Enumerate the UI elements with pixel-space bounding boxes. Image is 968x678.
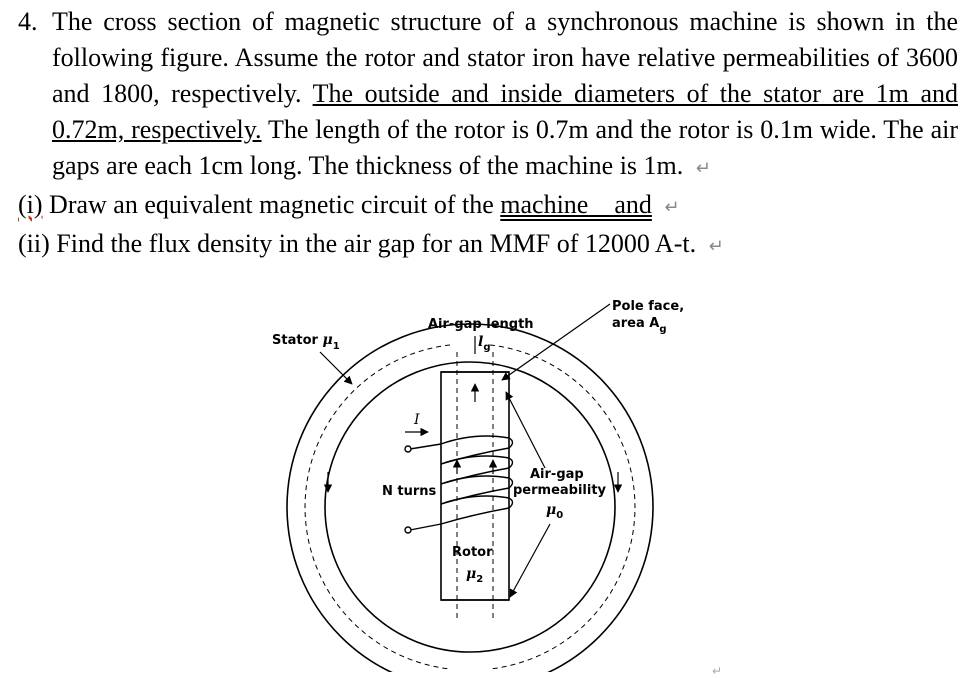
subquestion-1 (18, 187, 958, 226)
machine-cross-section-figure (260, 292, 720, 672)
problem-text-part2: The length of the rotor is 0.7m and the rotor is 0.1m wide. The air gaps are each 1cm long. The thickness of the machine is 1m. (52, 115, 959, 180)
problem-4 (18, 4, 958, 187)
air-gap-permeability-line2: permeability (513, 483, 607, 498)
paragraph-mark: ↵ (708, 236, 724, 257)
n-turns-label: N turns (382, 484, 437, 499)
air-gap-permeability-line1: Air-gap (530, 467, 584, 482)
permeability-pointer-bottom (510, 524, 550, 597)
problem-text-underlined: The outside and inside diameters of the stator are 1m and 0.72m, respectively. (52, 79, 958, 144)
subquestion-1-number: (i) (18, 190, 43, 219)
mu0-label: $\mu_0$ (546, 502, 564, 521)
subquestion-2-number: (ii) (18, 229, 50, 258)
subquestion-2-text: Find the flux density in the air gap for an MMF of 12000 A-t. (56, 229, 697, 258)
problem-text (52, 4, 958, 187)
paragraph-mark: ↵ (695, 158, 711, 179)
stator-pointer (320, 352, 352, 384)
problem-block (18, 4, 958, 265)
permeability-pointer-top (506, 392, 545, 468)
rotor-mu-label: $\mu_2$ (466, 566, 484, 585)
lg-label: $l_g$ (478, 334, 491, 353)
rotor-label: Rotor (452, 545, 493, 560)
pole-face-pointer (502, 304, 610, 380)
subquestion-2 (18, 226, 958, 265)
paragraph-mark: ↵ (664, 197, 680, 218)
subquestion-1-underlined: machine and (500, 190, 652, 219)
current-label: I (414, 412, 420, 428)
subquestion-1-text: Draw an equivalent magnetic circuit of the (49, 190, 494, 219)
problem-number: 4. (18, 7, 38, 36)
footer-paragraph-mark: ↵ (712, 664, 723, 678)
problem-text-part1: The cross section of magnetic structure of a synchronous machine is shown in the following figure. Assume the rotor and stator iron have relative permeabilities of 3600 and 1800, respectively. (52, 7, 958, 108)
air-gap-length-label: Air-gap length (428, 317, 534, 332)
pole-face-label-line1: Pole face, (612, 299, 685, 314)
pole-face-label-line2: area $A_g$ (612, 316, 667, 335)
stator-label: Stator $\mu_1$ (272, 332, 340, 352)
